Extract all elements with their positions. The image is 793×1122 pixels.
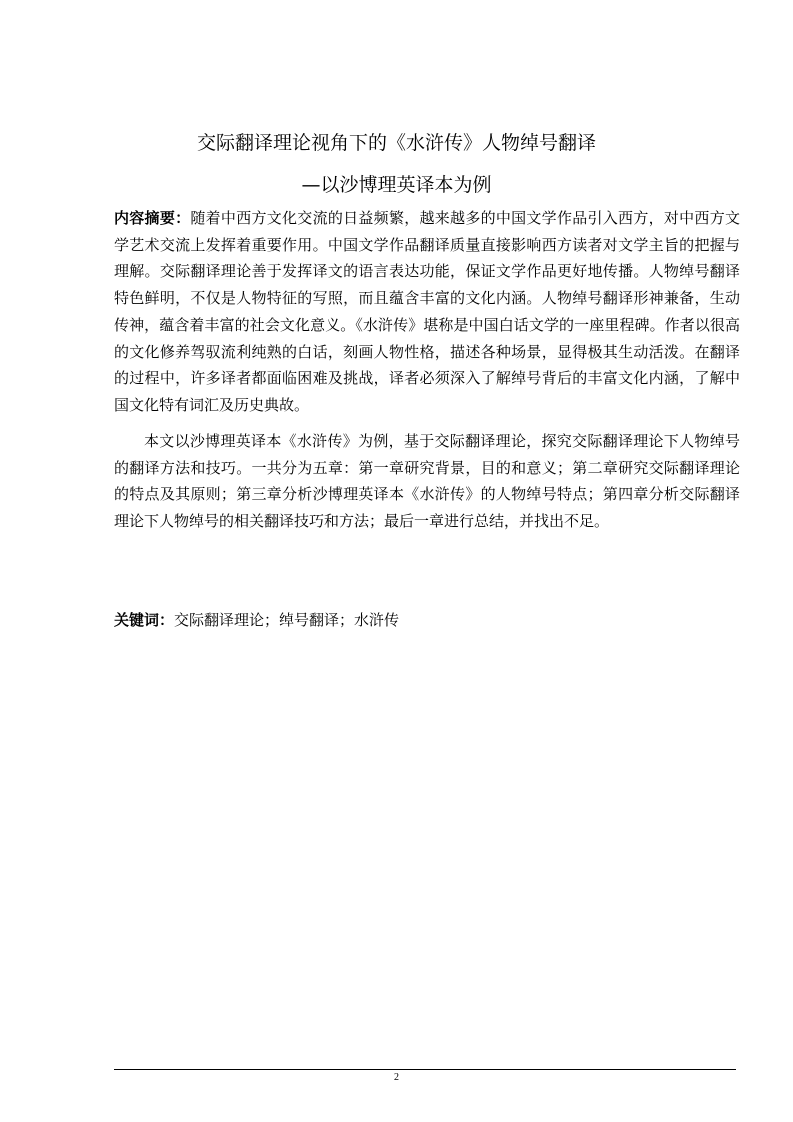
keywords-line — [114, 609, 399, 631]
keywords-label: 关键词： — [114, 611, 175, 629]
footer-divider — [114, 1069, 736, 1070]
page-number: 2 — [394, 1072, 399, 1083]
abstract-paragraph-2: 本文以沙博理英译本《水浒传》为例，基于交际翻译理论，探究交际翻译理论下人物绰号的翻译方法和技巧。一共分为五章：第一章研究背景，目的和意义；第二章研究交际翻译理论的特点及其原则；第三章分析沙博理英译本《水浒传》的人物绰号特点；第四章分析交际翻译理论下人物绰号的相关翻译技巧和方法；最后一章进行总结，并找出不足。 — [114, 432, 740, 531]
page-subtitle: —以沙博理英译本为例 — [301, 174, 492, 196]
abstract-text-1: 随着中西方文化交流的日益频繁，越来越多的中国文学作品引入西方，对中西方文学艺术交流上发挥着重要作用。中国文学作品翻译质量直接影响西方读者对文学主旨的把握与理解。交际翻译理论善于发挥译文的语言表达功能，保证文学作品更好地传播。人物绰号翻译特色鲜明，不仅是人物特征的写照，而且蕴含丰富的文化内涵。人物绰号翻译形神兼备，生动传神，蕴含着丰富的社会文化意义。《水浒传》堪称是中国白话文学的一座里程碑。作者以很高的文化修养驾驭流利纯熟的白话，刻画人物性格，描述各种场景，显得极其生动活泼。在翻译的过程中，许多译者都面临困难及挑战，译者必须深入了解绰号背后的丰富文化内涵，了解中国文化特有词汇及历史典故。 — [114, 209, 740, 414]
keywords-value: 交际翻译理论；绰号翻译；水浒传 — [174, 611, 400, 629]
abstract-label: 内容摘要： — [114, 209, 191, 227]
page-title: 交际翻译理论视角下的《水浒传》人物绰号翻译 — [196, 132, 596, 154]
abstract-paragraph-1 — [114, 205, 740, 419]
